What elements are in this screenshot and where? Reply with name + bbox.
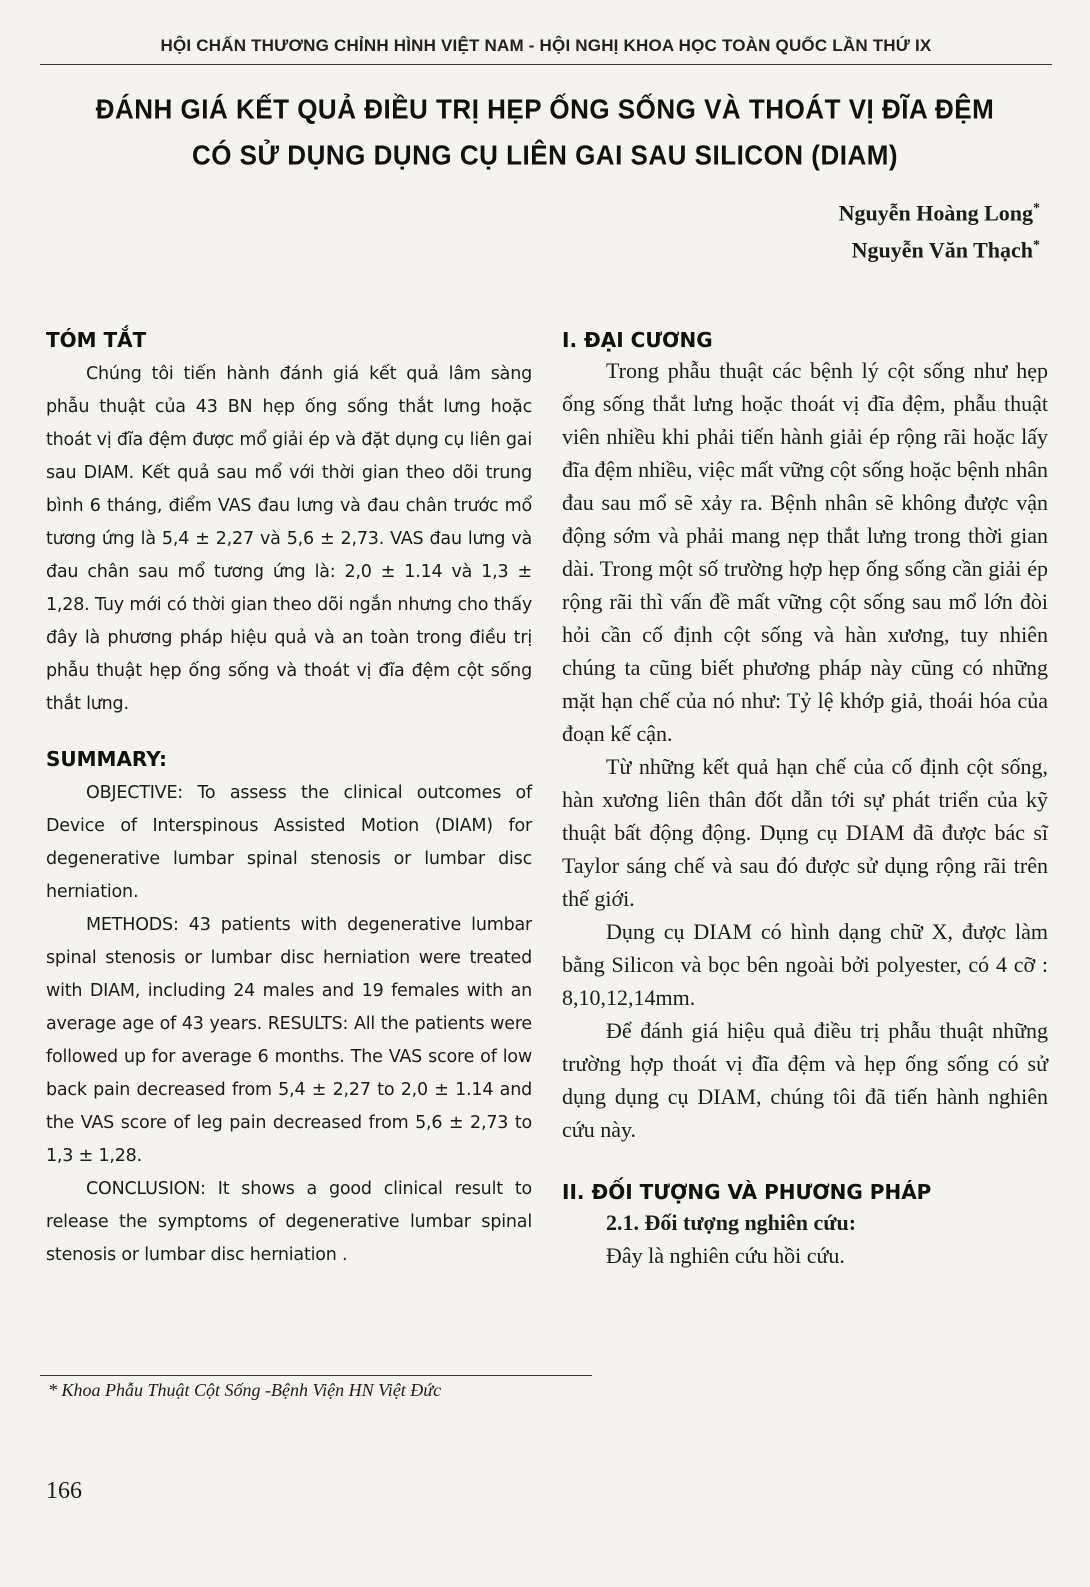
summary-heading: SUMMARY: xyxy=(46,747,167,771)
left-column xyxy=(46,326,532,1272)
section-1-paragraph-3: Dụng cụ DIAM có hình dạng chữ X, được làm bằng Silicon và bọc bên ngoài bởi polyester, có 4 cỡ : 8,10,12,14mm. xyxy=(562,919,1048,1010)
section-2-1-subheading: 2.1. Đối tượng nghiên cứu: xyxy=(606,1210,857,1235)
summary-methods: METHODS: 43 patients with degenerative lumbar spinal stenosis or lumbar disc herniation were treated with DIAM, including 24 males and 19 females with an average age of 43 years. RESULTS: All the patients were followed up for average 6 months. The VAS score of low back pain decreased from 5,4 ± 2,27 to 2,0 ± 1.14 and the VAS score of leg pain decreased from 5,6 ± 2,73 to 1,3 ± 1,28. xyxy=(46,915,532,1166)
header-rule xyxy=(40,64,1052,65)
right-column xyxy=(562,326,1048,1272)
author-1: Nguyễn Hoàng Long* xyxy=(838,200,1040,226)
abstract-vi-heading: TÓM TẮT xyxy=(46,328,147,352)
title-line-2: CÓ SỬ DỤNG DỤNG CỤ LIÊN GAI SAU SILICON (DIAM) xyxy=(191,139,899,171)
article-title xyxy=(60,86,1030,178)
section-1-paragraph-2: Từ những kết quả hạn chế của cố định cột sống, hàn xương liên thân đốt dẫn tới sự phát triển của kỹ thuật bất động động. Dụng cụ DIAM đã được bác sĩ Taylor sáng chế và sau đó được sử dụng rộng rãi trên thế giới. xyxy=(562,754,1048,911)
footnote-rule xyxy=(40,1375,592,1376)
affiliation-footnote: * Khoa Phẫu Thuật Cột Sống -Bệnh Viện HN Việt Đức xyxy=(48,1380,442,1400)
section-2-heading: II. ĐỐI TƯỢNG VÀ PHƯƠNG PHÁP xyxy=(562,1180,932,1204)
title-line-1: ĐÁNH GIÁ KẾT QUẢ ĐIỀU TRỊ HẸP ỐNG SỐNG VÀ THOÁT VỊ ĐĨA ĐỆM xyxy=(95,93,995,125)
page-number: 166 xyxy=(46,1478,82,1504)
author-2: Nguyễn Văn Thạch* xyxy=(851,237,1040,263)
section-2-paragraph-1: Đây là nghiên cứu hồi cứu. xyxy=(606,1243,845,1268)
summary-conclusion: CONCLUSION: It shows a good clinical result to release the symptoms of degenerative lumbar spinal stenosis or lumbar disc herniation . xyxy=(46,1179,532,1265)
section-1-paragraph-4: Để đánh giá hiệu quả điều trị phẫu thuật những trường hợp thoát vị đĩa đệm và hẹp ống sống có sử dụng dụng cụ DIAM, chúng tôi đã tiến hành nghiên cứu này. xyxy=(562,1018,1048,1142)
abstract-vi-text: Chúng tôi tiến hành đánh giá kết quả lâm sàng phẫu thuật của 43 BN hẹp ống sống thắt lưng hoặc thoát vị đĩa đệm được mổ giải ép và đặt dụng cụ liên gai sau DIAM. Kết quả sau mổ với thời gian theo dõi trung bình 6 tháng, điểm VAS đau lưng và đau chân trước mổ tương ứng là 5,4 ± 2,27 và 5,6 ± 2,73. VAS đau lưng và đau chân sau mổ tương ứng là: 2,0 ± 1.14 và 1,3 ± 1,28. Tuy mới có thời gian theo dõi ngắn nhưng cho thấy đây là phương pháp hiệu quả và an toàn trong điều trị phẫu thuật hẹp ống sống và thoát vị đĩa đệm cột sống thắt lưng. xyxy=(46,364,532,714)
running-header: HỘI CHẤN THƯƠNG CHỈNH HÌNH VIỆT NAM - HỘI NGHỊ KHOA HỌC TOÀN QUỐC LẦN THỨ IX xyxy=(160,36,932,55)
summary-objective: OBJECTIVE: To assess the clinical outcomes of Device of Interspinous Assisted Motion (DIAM) for degenerative lumbar spinal stenosis or lumbar disc herniation. xyxy=(46,783,532,902)
section-1-heading: I. ĐẠI CƯƠNG xyxy=(562,328,713,352)
authors xyxy=(839,192,1040,267)
section-1-paragraph-1: Trong phẫu thuật các bệnh lý cột sống như hẹp ống sống thắt lưng hoặc thoát vị đĩa đệm, phẫu thuật viên nhiều khi phải tiến hành giải ép rộng rãi hoặc lấy đĩa đệm nhiều, việc mất vững cột sống hoặc bệnh nhân đau sau mổ sẽ xảy ra. Bệnh nhân sẽ không được vận động sớm và phải mang nẹp thắt lưng trong thời gian dài. Trong một số trường hợp hẹp ống sống cần giải ép rộng rãi thì vấn đề mất vững cột sống sau mổ lớn đòi hỏi cần cố định cột sống và hàn xương, tuy nhiên chúng ta cũng biết phương pháp này cũng có những mặt hạn chế của nó như: Tỷ lệ khớp giả, thoái hóa của đoạn kế cận. xyxy=(562,358,1048,746)
